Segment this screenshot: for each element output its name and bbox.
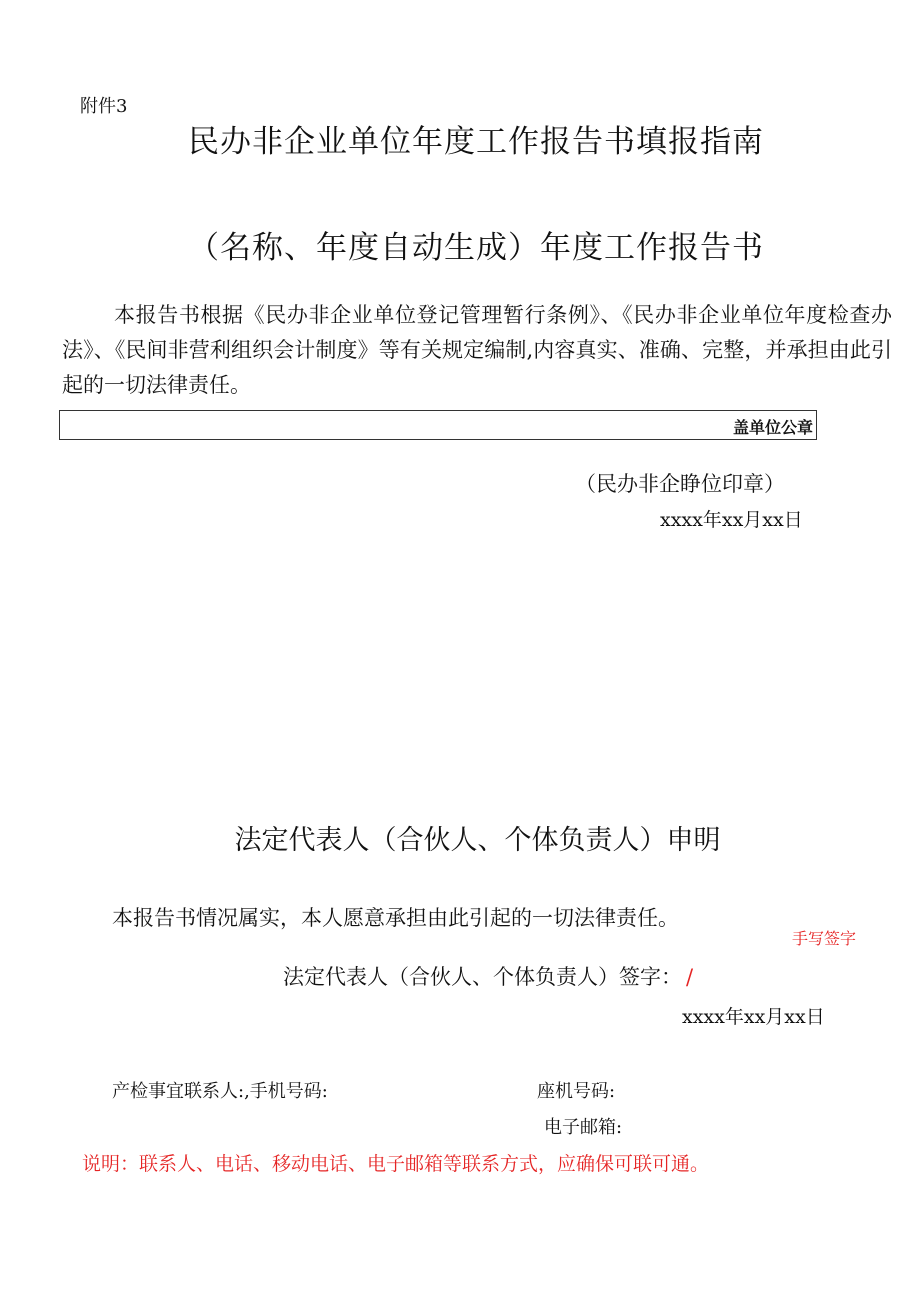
signature-line[interactable] xyxy=(283,961,693,991)
handwrite-note: 手写签字 xyxy=(792,929,857,948)
declaration-title: 法定代表人（合伙人、个体负责人）申明 xyxy=(234,825,721,856)
report-title: （名称、年度自动生成）年度工作报告书 xyxy=(188,230,764,266)
document-title: 民办非企业单位年度工作报告书填报指南 xyxy=(188,124,764,160)
landline-label: 座机号码: xyxy=(537,1081,616,1102)
attachment-label: 附件3 xyxy=(80,96,128,117)
seal-field-label: 盖单位公章 xyxy=(732,418,813,437)
seal-field[interactable] xyxy=(59,410,817,440)
email-label: 电子邮箱: xyxy=(544,1117,623,1138)
org-seal-text: （民办非企睁位印章） xyxy=(575,472,785,496)
signature-mark: / xyxy=(686,965,694,989)
intro-paragraph: 本报告书根据《民办非企业单位登记管理暂行条例》、《民办非企业单位年度检查办法》、《民间非营利组织会计制度》等有关规定编制,内容真实、准确、完整，并承担由此引起的一切法律责任。 xyxy=(62,303,892,397)
report-date: xxxx年xx月xx日 xyxy=(660,509,803,531)
declaration-date: xxxx年xx月xx日 xyxy=(682,1006,825,1028)
contact-note: 说明：联系人、电话、移动电话、电子邮箱等联系方式，应确保可联可通。 xyxy=(82,1153,710,1175)
declaration-text: 本报告书情况属实，本人愿意承担由此引起的一切法律责任。 xyxy=(112,906,679,930)
signature-label: 法定代表人（合伙人、个体负责人）签字： xyxy=(283,965,682,989)
contact-person-phone: 产检事宜联系人:,手机号码: xyxy=(112,1081,328,1102)
